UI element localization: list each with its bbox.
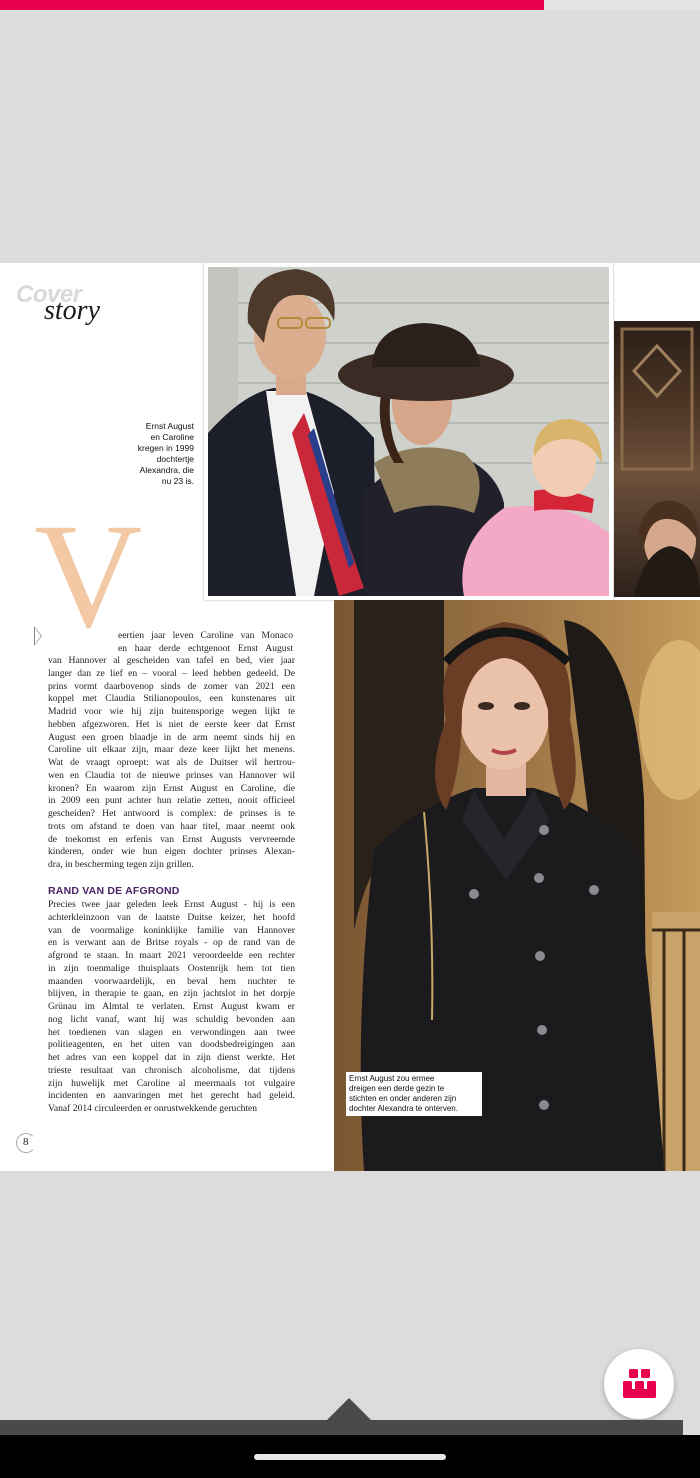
section-label [16,281,126,325]
photo-background-strip-image [614,321,700,597]
article-line: achterkleinzoon van de laatste Duitse keizer, het hoofd [48,911,295,923]
article-line: incidenten en aanvaringen met het gerecht had geleid. [48,1090,295,1102]
reading-progress-track [0,0,700,10]
article-line: Madrid voor wie hij zijn buitensporige wegen lijkt te [48,706,295,717]
article-line: wen en Claudia tot de nieuwe prinses van Hannover wil [48,769,295,781]
home-gesture-handle[interactable] [254,1454,446,1460]
article-line: politieagenten, en het uiten van doodsbedreigingen aan [48,1039,295,1051]
caption-line: dreigen een derde gezin te [349,1084,445,1093]
article-line: nog licht vanaf, want hij was schuldig bevonden aan [48,1013,295,1025]
article-line: maanden voorwaardelijk, en beval hem nuchter te [48,975,295,987]
photo-couple-with-baby [204,263,613,600]
article-line: de toekomst en erfenis van Ernst Augusts vervreemde [48,833,295,845]
article-line: van de voormalige koninklijke familie van Hannover [48,924,295,936]
page-number [16,1133,44,1157]
article-line: dra, in bescherming tegen zijn grillen. [48,859,194,870]
page-scrubber-handle[interactable] [326,1398,372,1421]
article-line: Wat de vraagt oproept: wat als de Duitser wil hertrou- [48,757,295,768]
grid-menu-icon [604,1349,674,1419]
article-line: zijn huwelijk met Caroline al meermaals tot vulgaire [48,1077,295,1089]
caption-line: Ernst August [145,421,194,431]
section-label-story: story [44,295,100,326]
article-line: van Hannover al gescheiden van tafel en bed, vier jaar [48,655,295,666]
article-line: het adres van een koppel dat in zijn dienst werkte. Het [48,1052,295,1063]
article-line: langer dan ze lief en – vooral – leed hebben gedeeld. De [48,667,295,679]
article-line: August een groen blaadje in de arm neemt sinds hij en [48,731,295,743]
article-line: blijven, in therapie te gaan, en zijn jachtslot in het dorpje [48,988,295,1000]
drop-cap-letter: V [34,493,143,659]
article-line: in 2009 een punt achter hun relatie zetten, nooit officieel [48,795,295,807]
article-line: kronen? En waarom zijn Ernst August en Caroline, die [48,782,295,794]
article-line: Grünau im Almtal te verlaten. Ernst August kwam er [48,1001,295,1012]
section-label-cover: Cover [16,281,82,308]
article-line: afgrond te staan. In maart 2021 veroordeelde een rechter [48,950,295,961]
page-scrubber-bar[interactable] [0,1420,683,1435]
article-line: het toedienen van slagen en verwondingen aan twee [48,1026,295,1038]
caption-line: dochtertje [156,454,194,464]
photo-couple-with-baby-image [204,263,613,600]
article-intro [48,655,295,872]
article-line: trots om afstand te doen van haar titel, maar neemt ook [48,820,295,832]
article-line: en haar derde echtgenoot Ernst August [118,642,293,654]
caption-line: Alexandra, die [139,465,194,475]
article-line: eertien jaar leven Caroline van Monaco [118,630,293,641]
article-line: in zijn toenmalige thuisplaats Oostenrijk hem tot tien [48,962,295,974]
photo-caption-bottom [346,1072,482,1116]
magazine-spread[interactable] [0,263,700,1171]
photo-caption-top [112,421,194,487]
article-body [48,899,295,1116]
article-line: kinderen, onder wie hun eigen dochter prinses Alexan- [48,846,295,858]
page-grid-menu-button[interactable] [604,1349,674,1419]
article-line: en is verwant aan de Britse royals - op de rand van de [48,937,295,949]
article-subheading: RAND VAN DE AFGROND [48,885,180,897]
article-line: prins vormt daarbovenop sinds de zomer van 2021 een [48,680,295,692]
article-line: Vanaf 2014 circuleerden er onrustwekkende geruchten [48,1103,258,1114]
play-arrow-icon [34,626,42,646]
caption-line: stichten en onder anderen zijn [349,1094,457,1103]
article-line: Precies twee jaar geleden leek Ernst August - hij is een [48,899,295,910]
photo-background-strip [614,321,700,597]
article-line: hebben afgezworen. Het is niet de eerste keer dat Ernst [48,718,295,730]
caption-line: dochter Alexandra te onterven. [349,1104,458,1113]
article-line: koppel met Claudia Stilianopoulos, een kunstenares uit [48,693,295,705]
article-intro-first-lines [118,630,293,656]
caption-line: kregen in 1999 [137,443,194,453]
article-line: gescheiden? Het antwoord is complex: de prinses is te [48,808,295,819]
caption-line: en Caroline [150,432,194,442]
caption-line: Ernst August zou ermee [349,1074,435,1083]
reading-progress-fill [0,0,544,10]
page-number-text: 8 [23,1136,29,1148]
article-line: Caroline uit elkaar zijn, maar deze keer lijkt het menens. [48,744,295,756]
caption-line: nu 23 is. [161,476,194,486]
article-line: trieste resultaat van chronisch alcoholisme, dat tijdens [48,1064,295,1076]
